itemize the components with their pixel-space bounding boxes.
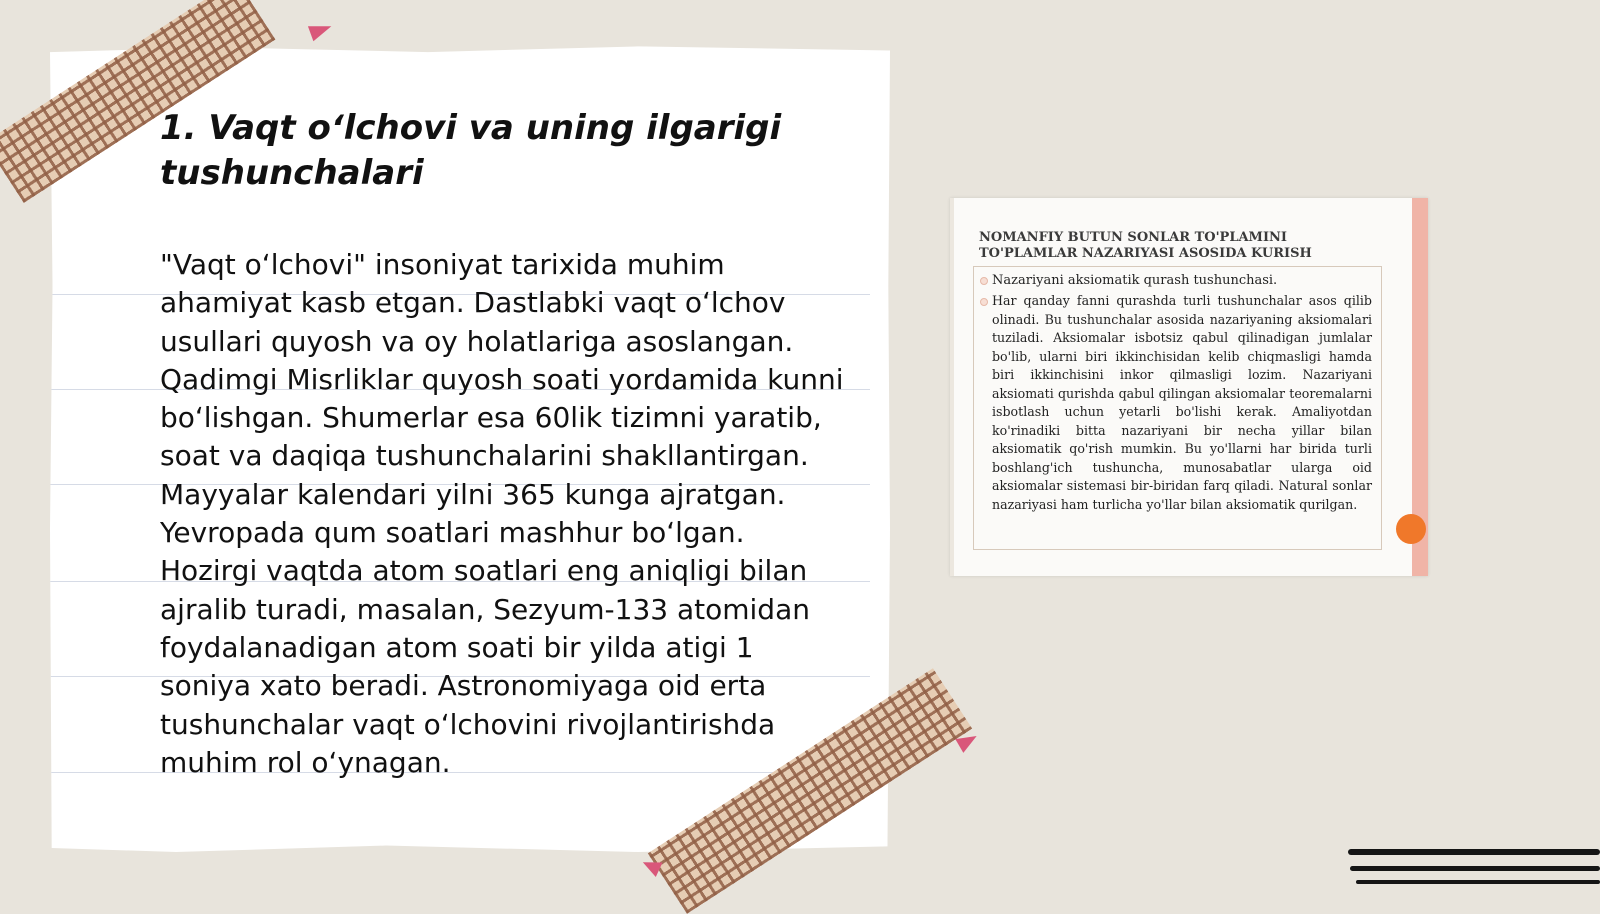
document-heading (979, 230, 1379, 262)
document-item-2: Har qanday fanni qurashda turli tushunchalar asos qilib olinadi. Bu tushunchalar asosida nazariyaning aksiomalari tuziladi. Aksiomalar isbotsiz qabul qilinadigan jumlalar bo'lib, ularni biri ikkinchisidan kelib chiqmasligi hamda biri ikkinchisini inkor qilmasligi lozim. Nazariyani aksiomati qurishda qabul qilingan aksiomalar teoremalarni isbotlash uchun yetarli bo'lishi kerak. Amaliyotdan ko'rinadiki bitta nazariyani bir necha yillar bilan aksiomatik qo'rish mumkin. Bu yo'llarni har birida turli boshlang'ich tushuncha, munosabatlar ularga oid aksiomalar sistemasi bir-biridan farq qiladi. Natural sonlar nazariyasi ham turlicha yo'llar bilan aksiomatik qurilgan. (992, 293, 1372, 513)
document-image (950, 198, 1428, 576)
bullet-icon (980, 298, 988, 306)
brush-stroke-decoration (1350, 866, 1600, 871)
orange-dot-decoration (1396, 514, 1426, 544)
document-heading-line1: NOMANFIY BUTUN SONLAR TO'PLAMINI (979, 230, 1287, 245)
document-heading-line2: TO'PLAMLAR NAZARIYASI ASOSIDA KURISH (979, 246, 1312, 261)
tape-flag-top (308, 19, 334, 42)
document-text-box (973, 266, 1382, 550)
bullet-icon (980, 277, 988, 285)
slide-title: 1. Vaqt oʻlchovi va uning ilgarigi tushunchalari (160, 108, 782, 193)
brush-stroke-decoration (1348, 849, 1600, 855)
slide-body-text: "Vaqt oʻlchovi" insoniyat tarixida muhim ahamiyat kasb etgan. Dastlabki vaqt oʻlchov usullari quyosh va oy holatlariga asoslangan. Qadimgi Misrliklar quyosh soati yordamida kunni boʻlishgan. Shumerlar esa 60lik tizimni yaratib, soat va daqiqa tushunchalarini shakllantirgan. Mayyalar kalendari yilni 365 kunga ajratgan. Yevropada qum soatlari mashhur boʻlgan. Hozirgi vaqtda atom soatlari eng aniqligi bilan ajralib turadi, masalan, Sezyum-133 atomidan foydalanadigan atom soati bir yilda atigi 1 soniya xato beradi. Astronomiyaga oid erta tushunchalar vaqt oʻlchovini rivojlantirishda muhim rol oʻynagan. (160, 248, 844, 779)
document-item-1: Nazariyani aksiomatik qurash tushunchasi. (992, 273, 1278, 288)
brush-stroke-decoration (1356, 880, 1600, 884)
document-left-edge (950, 198, 954, 576)
